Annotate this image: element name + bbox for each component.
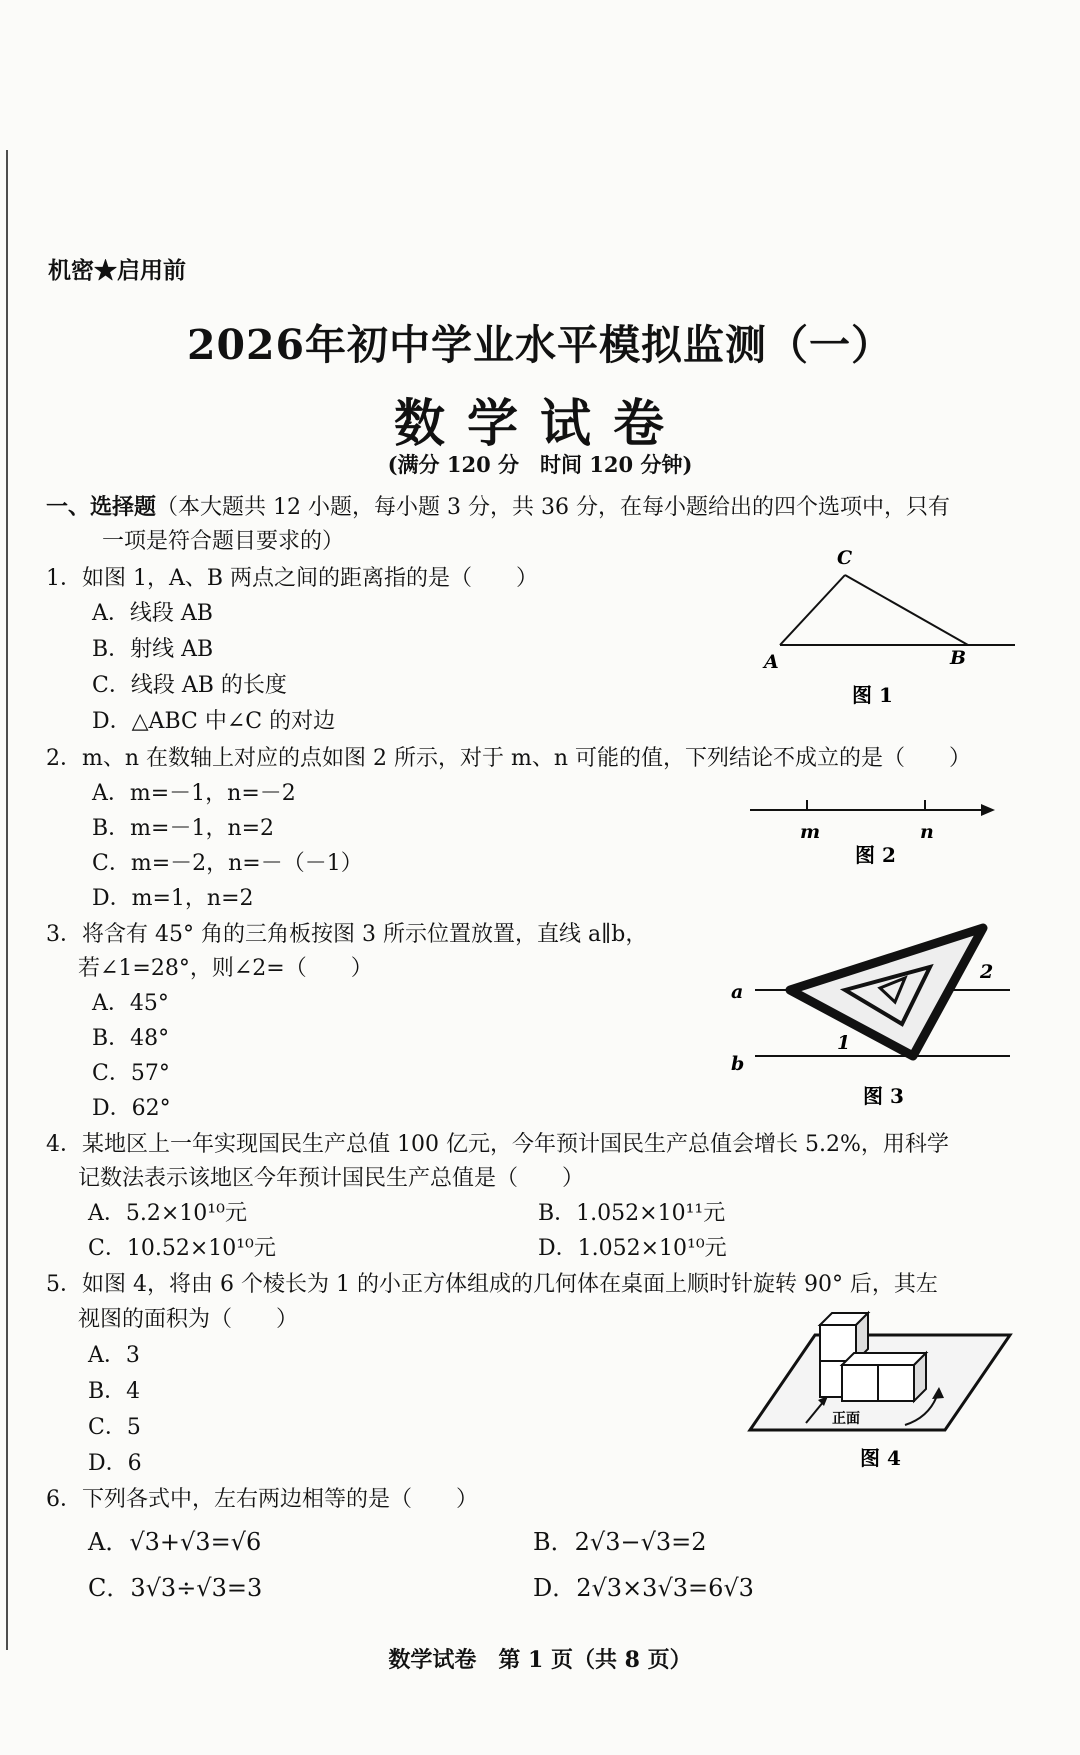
fig3-label-1: 1 — [837, 1032, 851, 1054]
q1-option-b: B．射线 AB — [92, 637, 214, 662]
q2-option-d: D．m=1，n=2 — [92, 886, 254, 911]
q5-option-d: D．6 — [88, 1451, 142, 1476]
q1-option-d: D．△ABC 中∠C 的对边 — [92, 709, 336, 734]
figure-3-set-square — [725, 920, 1015, 1120]
exam-meta: (满分 120 分 时间 120 分钟) — [387, 452, 693, 477]
section1-heading: 一、选择题 — [46, 494, 157, 520]
binding-margin-line — [6, 150, 8, 1650]
q1-stem: 1．如图 1，A、B 两点之间的距离指的是（ ） — [46, 566, 539, 591]
q5-option-c: C．5 — [88, 1415, 141, 1440]
section1-instructions-line2: 一项是符合题目要求的） — [102, 529, 345, 554]
q5-option-a: A．3 — [88, 1343, 140, 1368]
q3-option-c: C．57° — [92, 1061, 170, 1086]
q3-stem-line2: 若∠1=28°，则∠2=（ ） — [78, 956, 373, 981]
figure-4-cubes — [740, 1305, 1015, 1475]
q6-option-b: B．2√3−√3=2 — [533, 1528, 707, 1556]
fig1-label-b: B — [950, 647, 967, 669]
page-footer: 数学试卷 第 1 页（共 8 页） — [388, 1647, 692, 1673]
q4-stem-line1: 4．某地区上一年实现国民生产总值 100 亿元，今年预计国民生产总值会增长 5.2%，用科学 — [46, 1132, 949, 1157]
exam-title: 2026年初中学业水平模拟监测（一） — [186, 321, 894, 369]
q4-stem-line2: 记数法表示该地区今年预计国民生产总值是（ ） — [78, 1166, 585, 1191]
q2-stem: 2．m、n 在数轴上对应的点如图 2 所示，对于 m、n 可能的值，下列结论不成立的是（ ） — [46, 746, 972, 771]
q5-stem-line1: 5．如图 4，将由 6 个棱长为 1 的小正方体组成的几何体在桌面上顺时针旋转 90° 后，其左 — [46, 1272, 938, 1297]
q1-option-a: A．线段 AB — [92, 601, 213, 626]
q6-stem: 6．下列各式中，左右两边相等的是（ ） — [46, 1487, 478, 1512]
q2-option-b: B．m=－1，n=2 — [92, 816, 275, 841]
fig2-label-n: n — [920, 821, 934, 843]
q2-option-a: A．m=－1，n=－2 — [92, 781, 296, 806]
fig2-label-m: m — [800, 821, 821, 843]
figure-2-number-line — [745, 790, 1005, 870]
figure-1-triangle — [740, 540, 1020, 715]
fig3-label-b: b — [731, 1053, 745, 1075]
q5-stem-line2: 视图的面积为（ ） — [78, 1307, 299, 1332]
q5-option-b: B．4 — [88, 1379, 141, 1404]
q4-option-b: B．1.052×10¹¹元 — [538, 1201, 726, 1226]
fig2-caption: 图 2 — [855, 843, 896, 867]
exam-subject: 数学试卷 — [393, 394, 686, 454]
q3-option-b: B．48° — [92, 1026, 170, 1051]
confidential-mark: 机密★启用前 — [48, 257, 186, 284]
q2-option-c: C．m=－2，n=－（－1） — [92, 851, 363, 876]
fig3-caption: 图 3 — [863, 1084, 904, 1108]
q3-stem-line1: 3．将含有 45° 角的三角板按图 3 所示位置放置，直线 a∥b， — [46, 922, 648, 947]
q6-option-a: A．√3+√3=√6 — [88, 1528, 262, 1556]
q3-option-a: A．45° — [92, 991, 169, 1016]
q4-option-d: D．1.052×10¹⁰元 — [538, 1236, 727, 1261]
q4-option-c: C．10.52×10¹⁰元 — [88, 1236, 276, 1261]
q1-option-c: C．线段 AB 的长度 — [92, 673, 287, 698]
fig1-label-c: C — [837, 547, 853, 569]
q4-option-a: A．5.2×10¹⁰元 — [88, 1201, 247, 1226]
fig1-caption: 图 1 — [852, 683, 893, 707]
q6-option-c: C．3√3÷√3=3 — [88, 1574, 263, 1602]
fig3-label-2: 2 — [980, 961, 994, 983]
fig1-label-a: A — [764, 651, 779, 673]
q6-option-d: D．2√3×3√3=6√3 — [533, 1574, 754, 1602]
fig4-caption: 图 4 — [860, 1446, 901, 1470]
fig3-label-a: a — [731, 981, 744, 1003]
q3-option-d: D．62° — [92, 1096, 171, 1121]
section1-instructions-line1: 一、选择题（本大题共 12 小题，每小题 3 分，共 36 分，在每小题给出的四个选项中，只有 — [46, 494, 950, 520]
fig4-label-front: 正面 — [832, 1411, 860, 1427]
